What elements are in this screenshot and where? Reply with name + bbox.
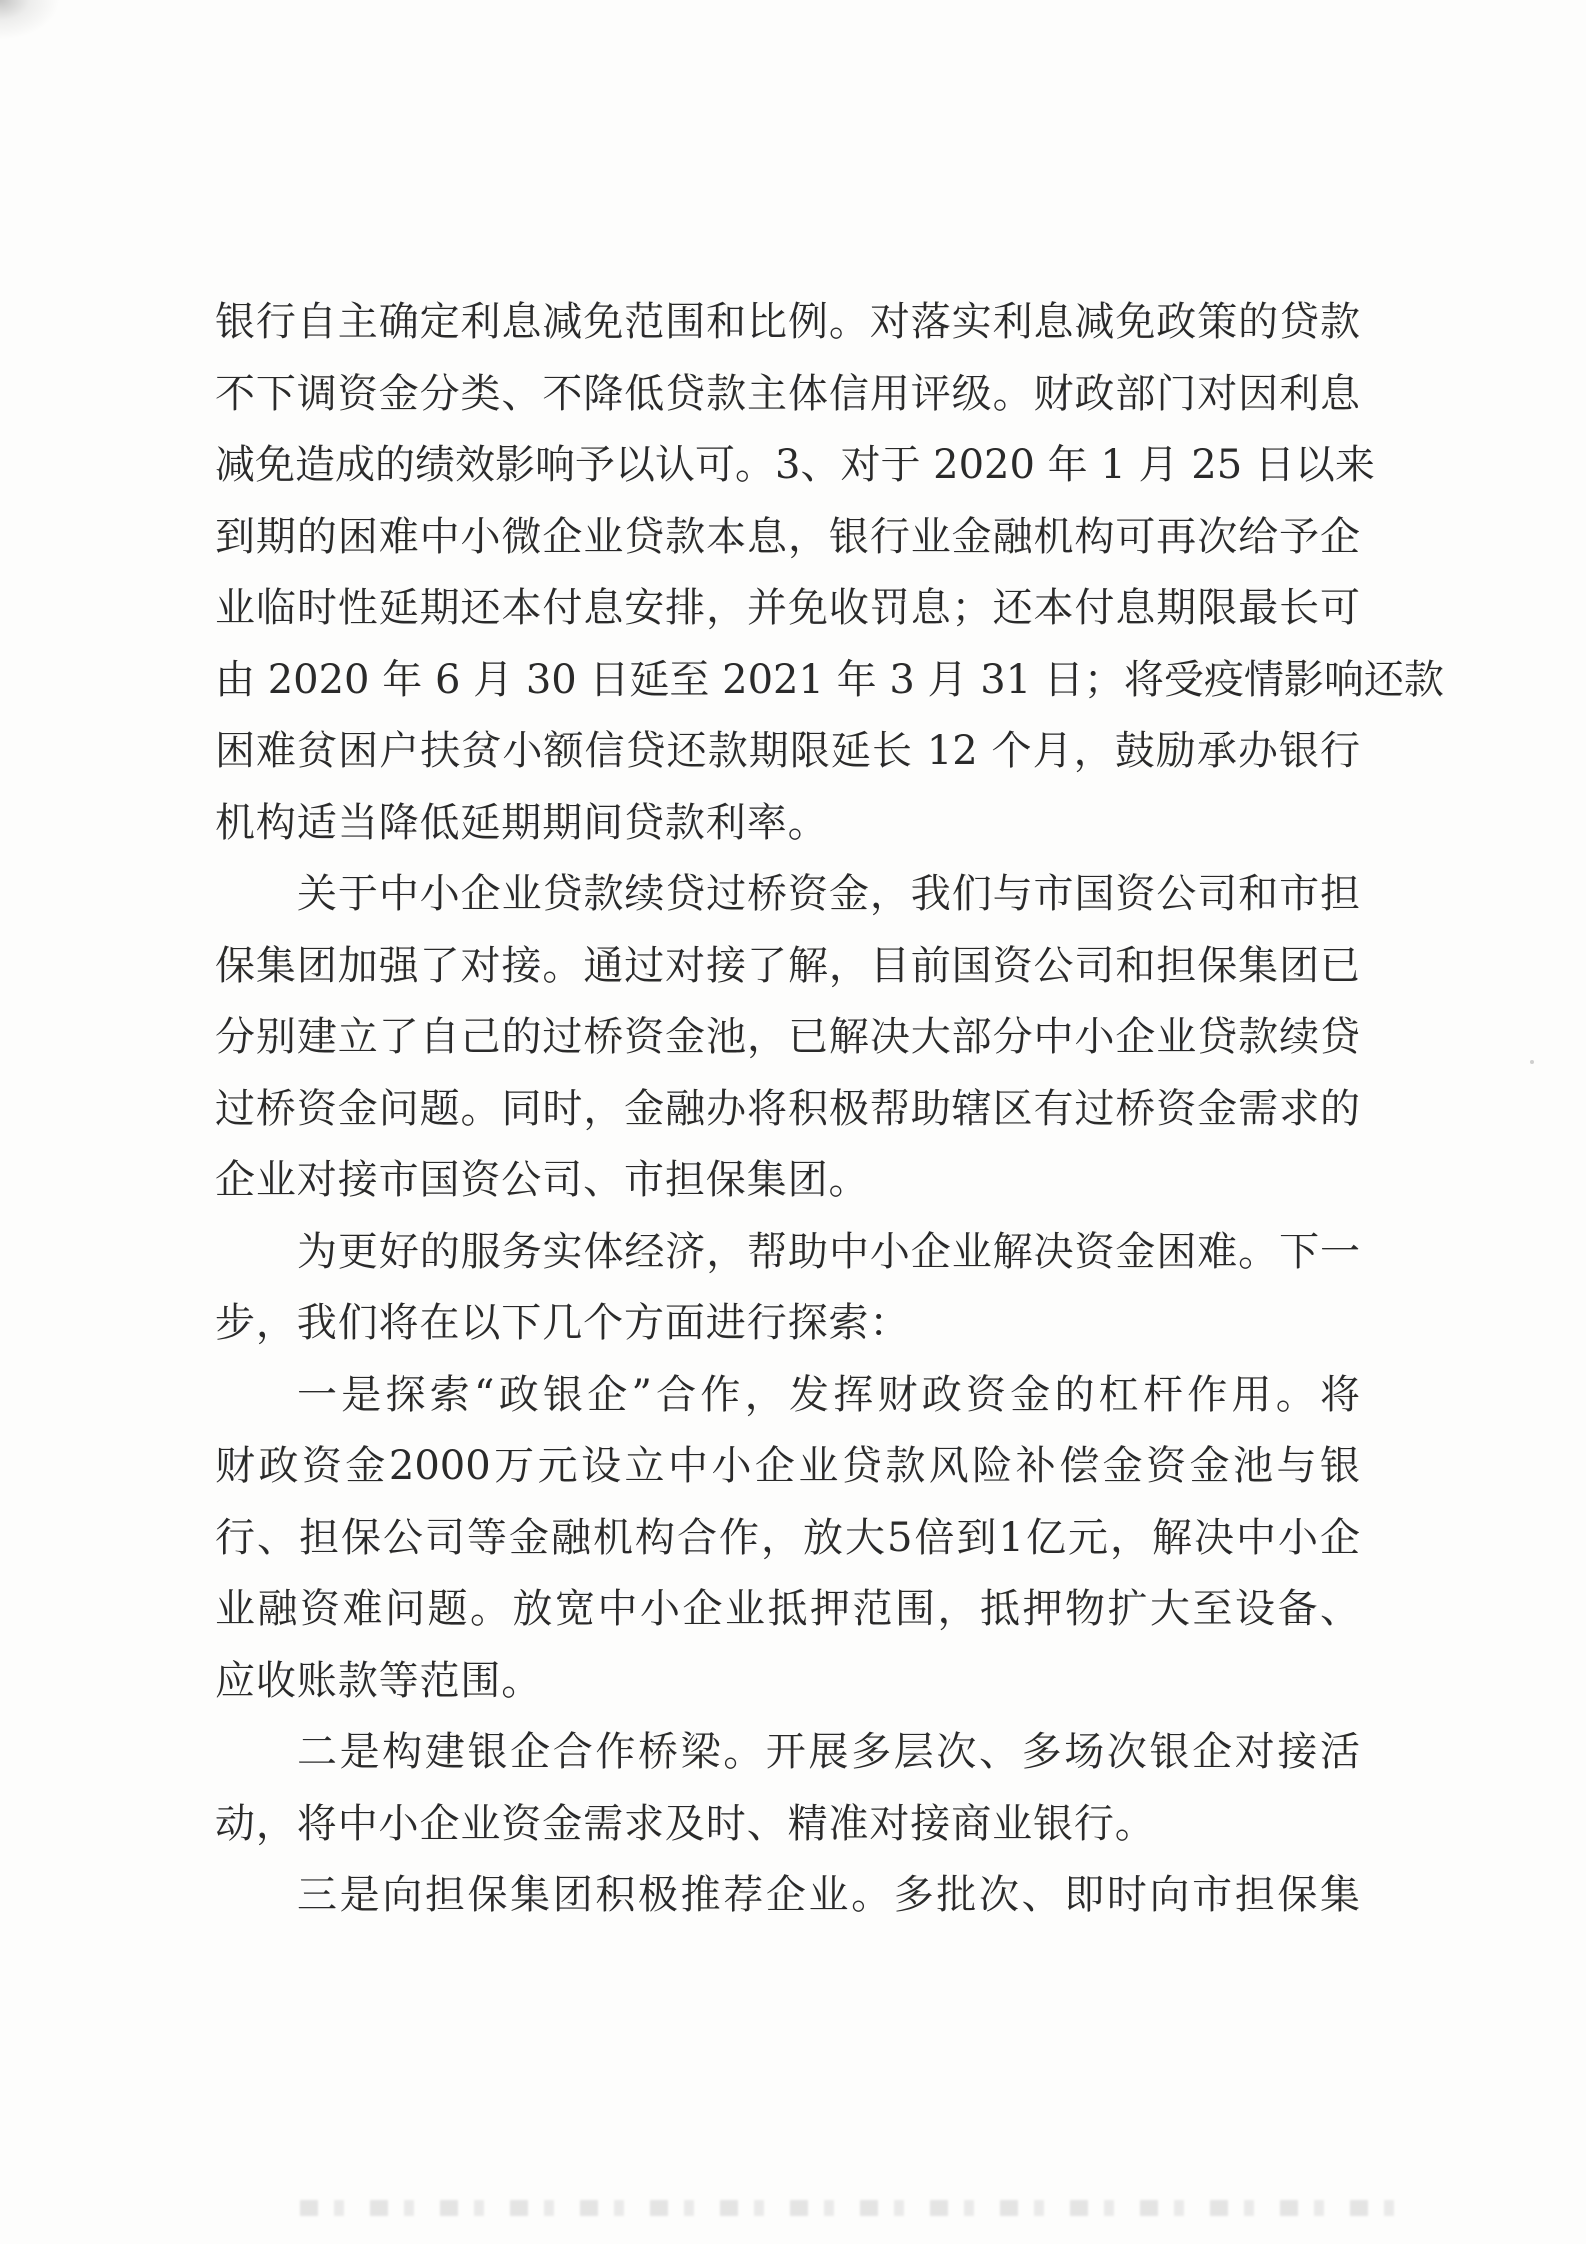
text-line: 为更好的服务实体经济，帮助中小企业解决资金困难。下一 xyxy=(297,1228,1360,1275)
text-line: 过桥资金问题。同时，金融办将积极帮助辖区有过桥资金需求的 xyxy=(215,1085,1360,1132)
text-line: 业临时性延期还本付息安排，并免收罚息；还本付息期限最长可 xyxy=(215,585,1360,631)
text-line: 关于中小企业贷款续贷过桥资金，我们与市国资公司和市担 xyxy=(297,871,1360,917)
text-line: 财政资金2000万元设立中小企业贷款风险补偿金资金池与银 xyxy=(215,1443,1360,1489)
text-line: 由 2020 年 6 月 30 日延至 2021 年 3 月 31 日；将受疫情影响还款 xyxy=(215,656,1444,703)
text-line: 分别建立了自己的过桥资金池，已解决大部分中小企业贷款续贷 xyxy=(215,1014,1360,1060)
paragraph-item-one xyxy=(215,1360,1360,1718)
text-line: 不下调资金分类、不降低贷款主体信用评级。财政部门对因利息 xyxy=(215,370,1360,417)
paragraph-bridge-funding xyxy=(215,859,1360,1217)
text-line: 动，将中小企业资金需求及时、精准对接商业银行。 xyxy=(215,1800,1156,1847)
text-line: 步，我们将在以下几个方面进行探索： xyxy=(215,1300,911,1346)
text-line: 应收账款等范围。 xyxy=(215,1657,543,1704)
paragraph-item-three xyxy=(215,1860,1360,1932)
scan-speck xyxy=(1530,1060,1534,1064)
text-line: 机构适当降低延期期间贷款利率。 xyxy=(215,799,829,846)
scan-bleed-through-marks xyxy=(300,2200,1420,2216)
document-body xyxy=(215,287,1444,1932)
text-line: 三是向担保集团积极推荐企业。多批次、即时向市担保集 xyxy=(297,1872,1360,1918)
paragraph-item-two xyxy=(215,1717,1360,1860)
text-line: 行、担保公司等金融机构合作，放大5倍到1亿元，解决中小企 xyxy=(215,1514,1360,1561)
text-line: 银行自主确定利息减免范围和比例。对落实利息减免政策的贷款 xyxy=(215,299,1360,345)
text-line: 减免造成的绩效影响予以认可。3、对于 2020 年 1 月 25 日以来 xyxy=(215,442,1375,488)
text-line: 一是探索“政银企”合作，发挥财政资金的杠杆作用。将 xyxy=(297,1371,1360,1418)
text-line: 企业对接市国资公司、市担保集团。 xyxy=(215,1157,870,1203)
text-line: 到期的困难中小微企业贷款本息，银行业金融机构可再次给予企 xyxy=(215,513,1360,560)
scan-corner-smudge xyxy=(0,0,60,40)
text-line: 二是构建银企合作桥梁。开展多层次、多场次银企对接活 xyxy=(297,1729,1360,1775)
paragraph-next-steps xyxy=(215,1217,1360,1360)
paragraph-continuation xyxy=(215,287,1444,859)
text-line: 业融资难问题。放宽中小企业抵押范围，抵押物扩大至设备、 xyxy=(215,1586,1360,1632)
text-line: 保集团加强了对接。通过对接了解，目前国资公司和担保集团已 xyxy=(215,942,1360,989)
text-line: 困难贫困户扶贫小额信贷还款期限延长 12 个月，鼓励承办银行 xyxy=(215,728,1360,774)
